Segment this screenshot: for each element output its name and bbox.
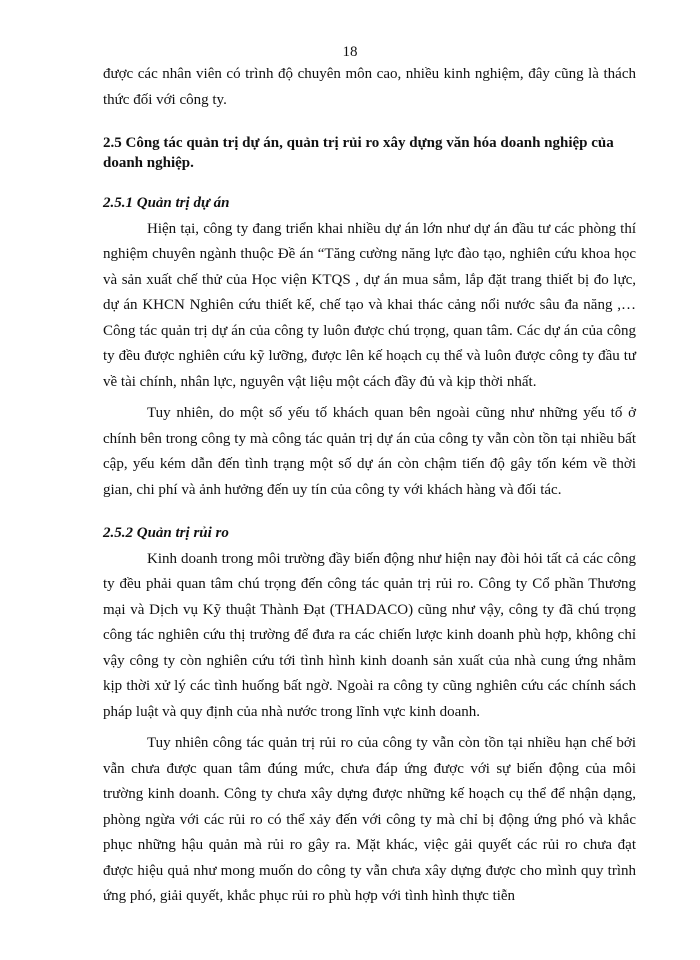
paragraph-project-management-2: Tuy nhiên, do một số yếu tố khách quan bên ngoài cũng như những yếu tố ở chính bên trong công ty mà công tác quản trị dự án của công ty vẫn còn tồn tại nhiều bất cập, yếu kém dẫn đến tình trạng một số dự án còn chậm tiến độ gây tốn kém về thời gian, chi phí và ảnh hưởng đến uy tín của công ty với khách hàng và đối tác. (103, 405, 636, 498)
paragraph-risk-management-1: Kinh doanh trong môi trường đầy biến động như hiện nay đòi hỏi tất cả các công ty đều phải quan tâm chú trọng đến công tác quản trị rủi ro. Công ty Cổ phần Thương mại và Dịch vụ Kỹ thuật Thành Đạt (THADACO) cũng như vậy, công ty đã chú trọng công tác nghiên cứu thị trường để đưa ra các chiến lược kinh doanh phù hợp, không chỉ vậy công ty còn nghiên cứu tới tình hình kinh doanh sản xuất của nhà cung ứng nhằm kịp thời xử lý các tình huống bất ngờ. Ngoài ra công ty cũng nghiên cứu các chính sách pháp luật và quy định của nhà nước trong lĩnh vực kinh doanh. (103, 550, 636, 720)
paragraph-risk-management-2: Tuy nhiên công tác quản trị rủi ro của công ty vẫn còn tồn tại nhiều hạn chế bởi vẫn chưa được quan tâm đúng mức, chưa đáp ứng được với sự biến động của môi trường kinh doanh. Công ty chưa xây dựng được những kế hoạch cụ thể để nhận dạng, phòng ngừa với các rủi ro có thể xảy đến với công ty mà chỉ bị động ứng phó và khắc phục những hậu quản mà rủi ro gây ra. Mặt khác, việc gải quyết các rủi ro chưa đạt được hiệu quả như mong muốn do công ty vẫn chưa xây dựng được cho mình quy trình ứng phó, giải quyết, khắc phục rủi ro phù hợp với tình hình thực tiễn (103, 735, 636, 904)
subsection-title-risk-management: 2.5.2 Quản trị rủi ro (103, 525, 229, 541)
paragraph-project-management-1: Hiện tại, công ty đang triển khai nhiều dự án lớn như dự án đầu tư các phòng thí nghiệm chuyên ngành thuộc Đề án “Tăng cường năng lực đào tạo, nghiên cứu khoa học và sản xuất chế thử của Học viện KTQS , dự án mua sắm, lắp đặt trang thiết bị đo lực, dự án KHCN Nghiên cứu thiết kế, chế tạo và khai thác cảng nổi nước sâu đa năng ,… Công tác quản trị dự án của công ty luôn được chú trọng, quan tâm. Các dự án của công ty đều được nghiên cứu kỹ lưỡng, được lên kế hoạch cụ thể và luôn được công ty đầu tư về tài chính, nhân lực, nguyên vật liệu một cách đầy đủ và kịp thời nhất. (103, 220, 636, 390)
subsection-title-project-management: 2.5.1 Quản trị dự án (103, 195, 230, 211)
continuation-paragraph: được các nhân viên có trình độ chuyên môn cao, nhiều kinh nghiệm, đây cũng là thách thức đối với công ty. (103, 66, 636, 108)
page-number: 18 (342, 44, 358, 60)
section-heading: 2.5 Công tác quản trị dự án, quản trị rủi ro xây dựng văn hóa doanh nghiệp của doanh nghiệp. (103, 135, 614, 171)
page-content (103, 62, 636, 910)
